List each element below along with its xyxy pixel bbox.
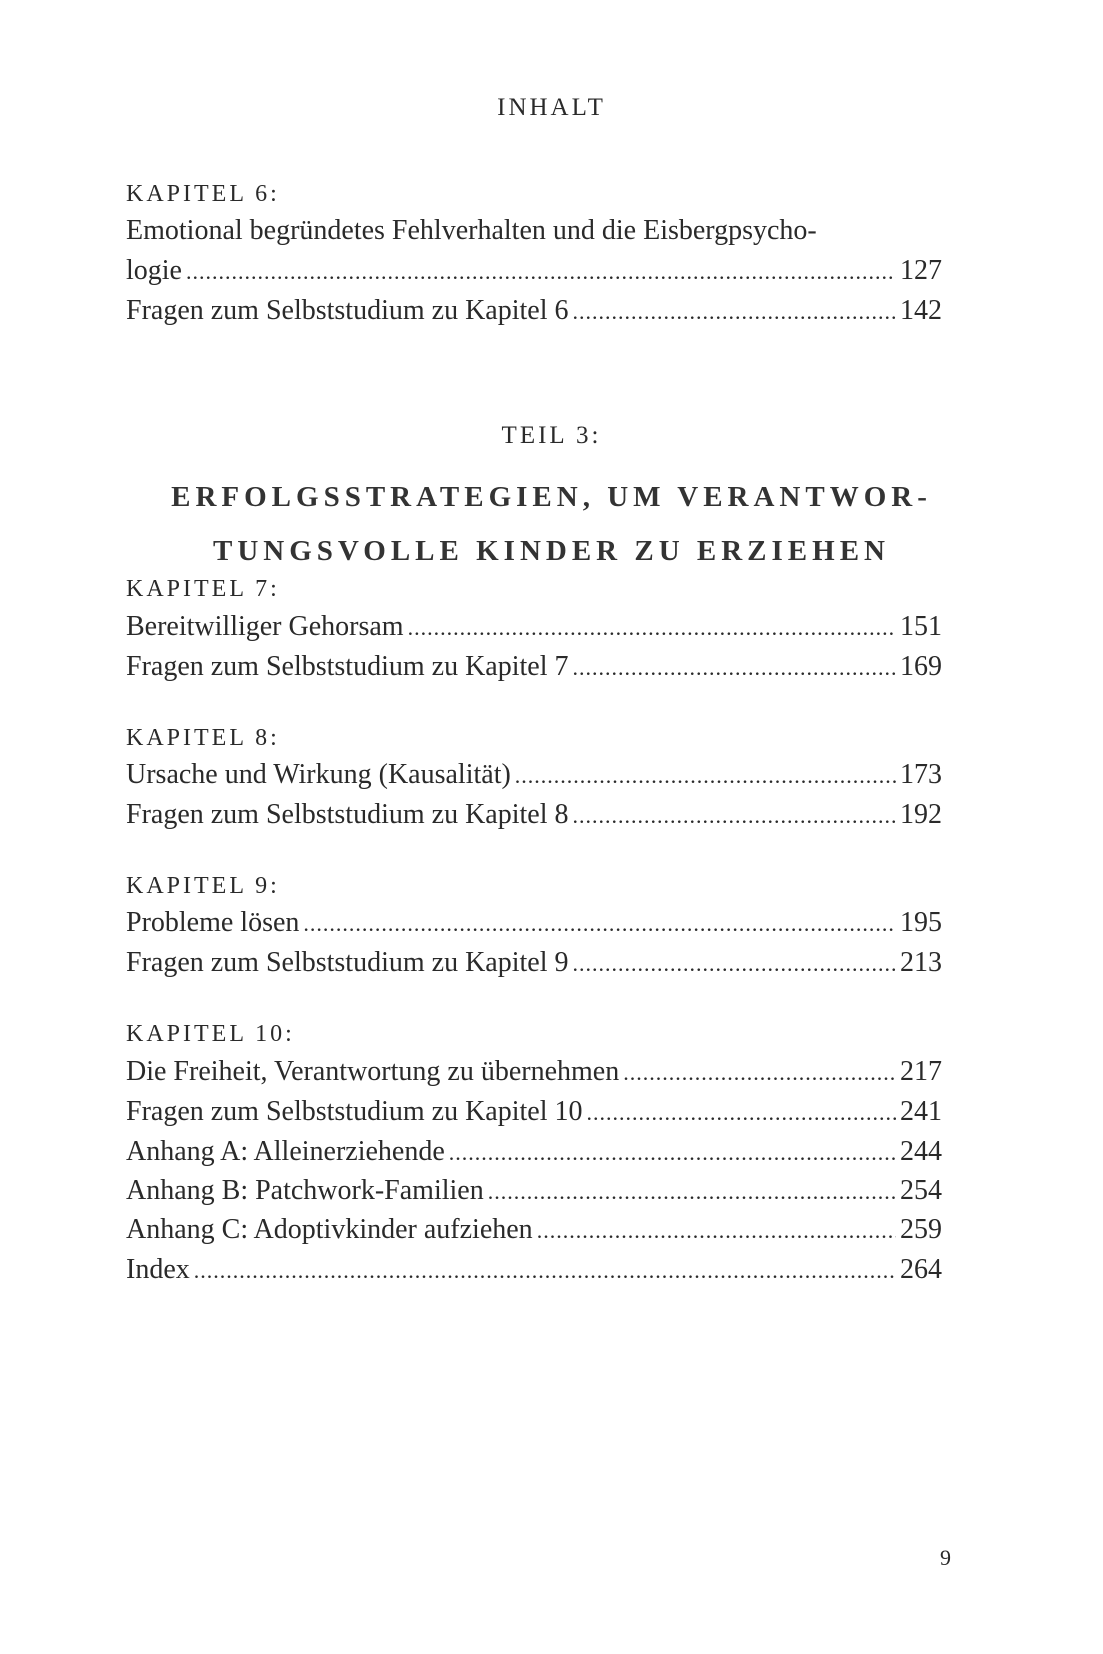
toc-entry-title: Fragen zum Selbststudium zu Kapitel 10 [126,1096,583,1127]
toc-entry-page: 217 [900,1056,942,1087]
toc-entry-title: Anhang B: Patchwork-Familien [126,1175,484,1206]
dot-leader [537,1213,896,1249]
toc-entry-page: 264 [900,1254,942,1285]
toc-entry-ch6-1-line1[interactable]: Emotional begründetes Fehlverhalten und die Eisbergpsycho- [126,215,817,246]
toc-entry-ch7-1[interactable] [126,609,942,646]
toc-entry-title: Anhang C: Adoptivkinder aufziehen [126,1214,533,1245]
toc-entry-ch6-1[interactable] [126,253,942,290]
toc-entry-title: logie [126,255,182,286]
part-3-title-line2: TUNGSVOLLE KINDER ZU ERZIEHEN [212,535,890,567]
toc-entry-appendix-c[interactable] [126,1212,942,1249]
toc-entry-title: Ursache und Wirkung (Kausalität) [126,759,511,790]
toc-entry-title: Fragen zum Selbststudium zu Kapitel 6 [126,295,569,326]
page-number: 9 [940,1545,951,1570]
toc-entry-ch10-2[interactable] [126,1094,942,1131]
dot-leader [408,610,896,646]
toc-entry-ch8-1[interactable] [126,757,942,794]
dot-leader [194,1253,896,1289]
chapter-9-label: KAPITEL 9: [126,873,280,899]
toc-entry-appendix-b[interactable] [126,1173,942,1210]
toc-entry-page: 259 [900,1214,942,1245]
chapter-6-label: KAPITEL 6: [126,181,280,207]
toc-entry-ch9-1[interactable] [126,905,942,942]
toc-entry-ch10-1[interactable] [126,1054,942,1091]
toc-entry-title: Index [126,1254,190,1285]
toc-entry-page: 213 [900,947,942,978]
toc-entry-page: 169 [900,651,942,682]
toc-entry-ch8-2[interactable] [126,797,942,834]
toc-entry-title: Die Freiheit, Verantwortung zu übernehmen [126,1056,620,1087]
toc-entry-page: 142 [900,295,942,326]
dot-leader [186,254,896,290]
toc-entry-title: Probleme lösen [126,907,300,938]
part-3-title [0,470,1103,578]
page-heading: INHALT [497,94,606,121]
toc-entry-title: Fragen zum Selbststudium zu Kapitel 8 [126,799,569,830]
toc-entry-page: 173 [900,759,942,790]
chapter-10-label: KAPITEL 10: [126,1021,295,1047]
toc-entry-title: Bereitwilliger Gehorsam [126,611,404,642]
dot-leader [488,1174,896,1210]
dot-leader [449,1135,896,1171]
toc-entry-index[interactable] [126,1252,942,1289]
toc-entry-page: 241 [900,1096,942,1127]
dot-leader [303,906,896,942]
chapter-7-label: KAPITEL 7: [126,576,280,602]
toc-entry-title: Fragen zum Selbststudium zu Kapitel 7 [126,651,569,682]
toc-entry-ch9-2[interactable] [126,945,942,982]
dot-leader [573,650,897,686]
toc-entry-page: 127 [900,255,942,286]
dot-leader [623,1055,896,1091]
toc-entry-page: 254 [900,1175,942,1206]
toc-entry-title: Fragen zum Selbststudium zu Kapitel 9 [126,947,569,978]
dot-leader [515,758,896,794]
toc-entry-page: 195 [900,907,942,938]
toc-entry-ch7-2[interactable] [126,649,942,686]
dot-leader [587,1095,897,1131]
dot-leader [573,798,897,834]
chapter-8-label: KAPITEL 8: [126,725,280,751]
toc-entry-ch6-2[interactable] [126,293,942,330]
toc-entry-page: 151 [900,611,942,642]
part-3-label: TEIL 3: [501,422,602,449]
toc-entry-page: 244 [900,1136,942,1167]
part-3-title-line1: ERFOLGSSTRATEGIEN, UM VERANTWOR- [171,481,932,513]
dot-leader [573,294,897,330]
toc-entry-title: Anhang A: Alleinerziehende [126,1136,445,1167]
toc-entry-page: 192 [900,799,942,830]
toc-entry-appendix-a[interactable] [126,1134,942,1171]
dot-leader [573,946,897,982]
